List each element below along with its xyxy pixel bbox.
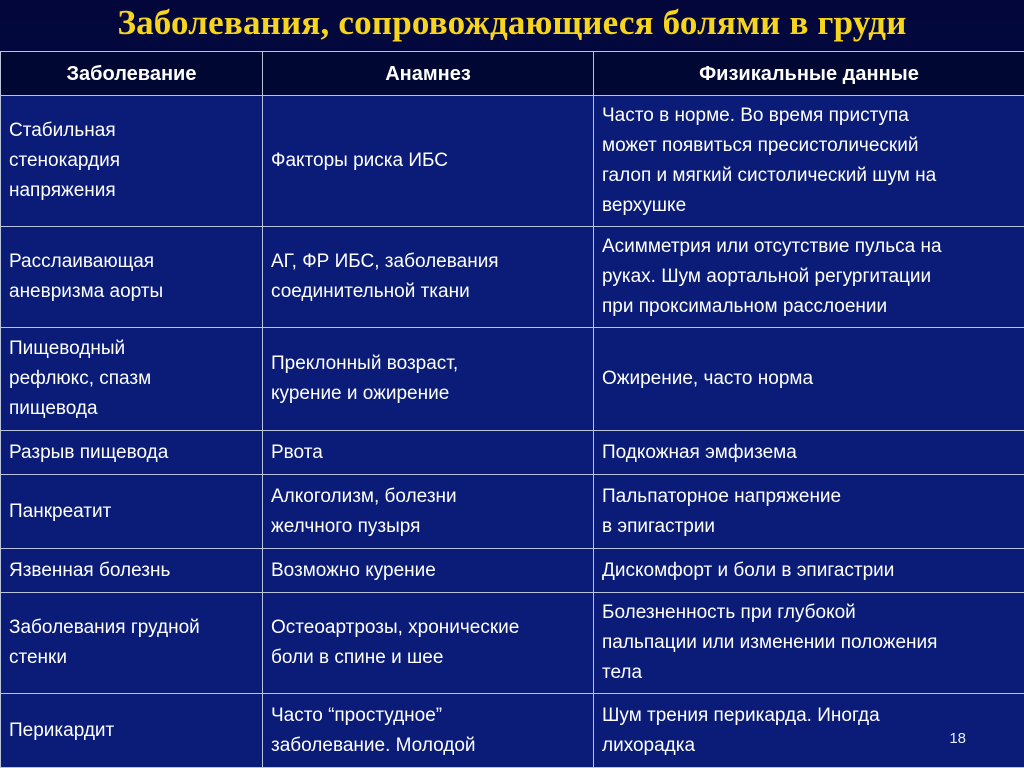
disease-cell: Разрыв пищевода xyxy=(1,431,263,475)
table-row xyxy=(1,593,1024,694)
column-header-disease: Заболевание xyxy=(1,52,263,96)
anamnesis-cell: Возможно курение xyxy=(263,549,594,593)
anamnesis-cell: Остеоартрозы, хронические боли в спине и шее xyxy=(263,593,594,694)
disease-cell: Язвенная болезнь xyxy=(1,549,263,593)
anamnesis-cell: Преклонный возраст, курение и ожирение xyxy=(263,328,594,431)
physical-findings-cell: Асимметрия или отсутствие пульса на руках. Шум аортальной регургитации при проксимальном расслоении xyxy=(594,227,1024,328)
table-row xyxy=(1,694,1024,768)
table-row xyxy=(1,227,1024,328)
anamnesis-cell: Рвота xyxy=(263,431,594,475)
physical-findings-cell: Пальпаторное напряжение в эпигастрии xyxy=(594,475,1024,549)
column-header-anamnesis: Анамнез xyxy=(263,52,594,96)
slide-title: Заболевания, сопровождающиеся болями в груди xyxy=(0,0,1024,48)
anamnesis-cell: Факторы риска ИБС xyxy=(263,96,594,227)
chest-pain-diseases-table xyxy=(0,51,1024,768)
table-row xyxy=(1,96,1024,227)
disease-cell: Заболевания грудной стенки xyxy=(1,593,263,694)
anamnesis-cell: Алкоголизм, болезни желчного пузыря xyxy=(263,475,594,549)
physical-findings-cell: Подкожная эмфизема xyxy=(594,431,1024,475)
anamnesis-cell: Часто “простудное” заболевание. Молодой xyxy=(263,694,594,768)
physical-findings-cell: Часто в норме. Во время приступа может появиться пресистолический галоп и мягкий систолический шум на верхушке xyxy=(594,96,1024,227)
physical-findings-cell: Ожирение, часто норма xyxy=(594,328,1024,431)
table-header-row xyxy=(1,52,1024,96)
disease-cell: Стабильная стенокардия напряжения xyxy=(1,96,263,227)
physical-findings-cell: Дискомфорт и боли в эпигастрии xyxy=(594,549,1024,593)
disease-cell: Расслаивающая аневризма аорты xyxy=(1,227,263,328)
disease-cell: Перикардит xyxy=(1,694,263,768)
slide-page-number: 18 xyxy=(949,730,966,747)
anamnesis-cell: АГ, ФР ИБС, заболевания соединительной ткани xyxy=(263,227,594,328)
physical-findings-cell: Болезненность при глубокой пальпации или изменении положения тела xyxy=(594,593,1024,694)
column-header-physical-findings: Физикальные данные xyxy=(594,52,1024,96)
table-row xyxy=(1,475,1024,549)
disease-cell: Пищеводный рефлюкс, спазм пищевода xyxy=(1,328,263,431)
disease-cell: Панкреатит xyxy=(1,475,263,549)
table-row xyxy=(1,549,1024,593)
table-row xyxy=(1,431,1024,475)
physical-findings-cell: Шум трения перикарда. Иногда лихорадка xyxy=(594,694,1024,768)
table-row xyxy=(1,328,1024,431)
